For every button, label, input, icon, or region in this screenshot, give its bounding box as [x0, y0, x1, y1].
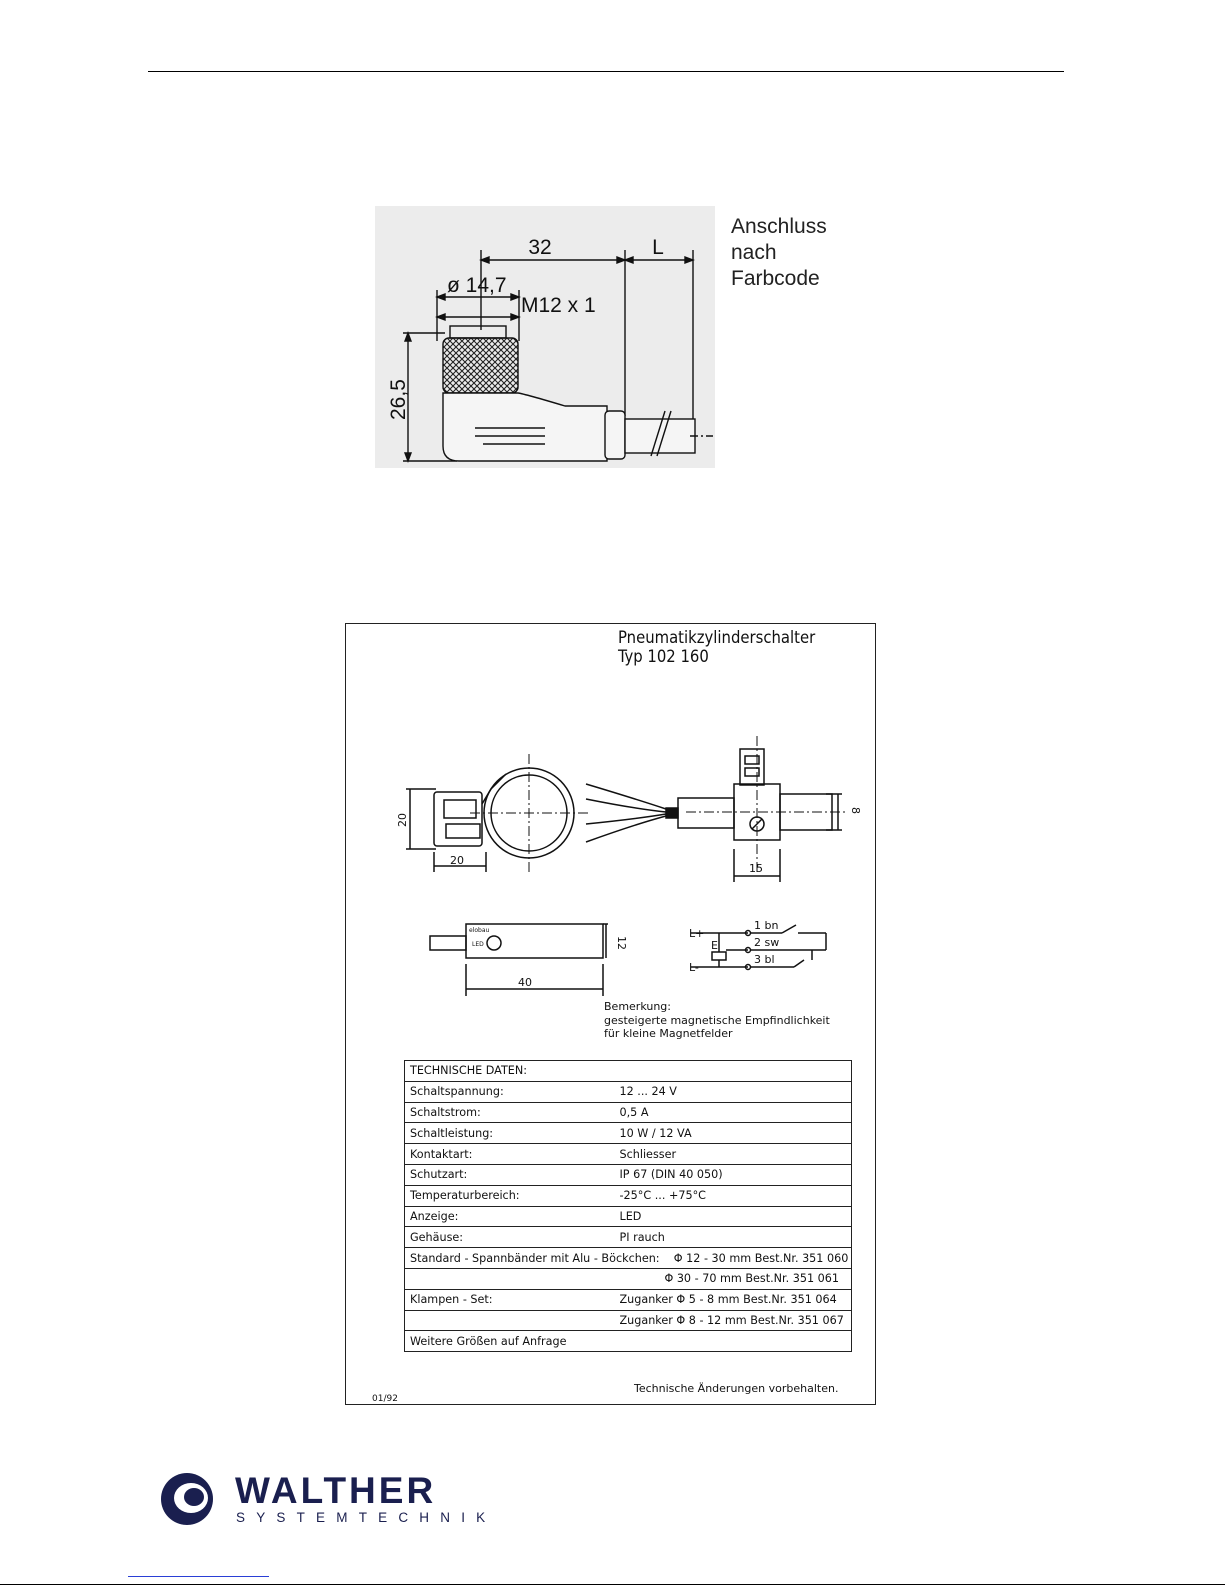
dim-thread-label: M12 x 1	[521, 294, 596, 317]
wiring-e: E	[711, 939, 718, 952]
table-row	[405, 1289, 852, 1310]
spec-value: PI rauch	[615, 1227, 852, 1248]
more-sizes: Weitere Größen auf Anfrage	[405, 1331, 852, 1352]
table-header: TECHNISCHE DATEN:	[405, 1061, 852, 1082]
remark-block	[604, 1000, 830, 1041]
sheet-date: 01/92	[372, 1394, 398, 1404]
spec-key: Gehäuse:	[405, 1227, 615, 1248]
table-row	[405, 1081, 852, 1102]
spec-value: 12 ... 24 V	[615, 1081, 852, 1102]
dim-sensor-height: 12	[615, 936, 628, 950]
dim-diameter-label: ø 14,7	[447, 274, 507, 297]
spec-key: Kontaktart:	[405, 1144, 615, 1165]
table-row	[405, 1185, 852, 1206]
dim-height-label: 26,5	[387, 379, 410, 420]
table-row	[405, 1268, 852, 1289]
spec-key: Schutzart:	[405, 1164, 615, 1185]
connection-note-line: Farbcode	[731, 267, 820, 290]
title-line-1: Pneumatikzylinderschalter	[618, 628, 816, 647]
table-row	[405, 1248, 852, 1269]
dim-block-width: 15	[749, 862, 763, 875]
tech-data-table	[404, 1060, 852, 1352]
table-row	[405, 1331, 852, 1352]
dim-length-label: 32	[528, 236, 552, 259]
remark-line: gesteigerte magnetische Empfindlichkeit	[604, 1013, 830, 1027]
clamp-option-2: Zuganker Φ 8 - 12 mm Best.Nr. 351 067	[615, 1310, 852, 1331]
band-option-1: Φ 12 - 30 mm Best.Nr. 351 060	[673, 1251, 849, 1265]
connection-note	[731, 214, 827, 292]
wiring-wire2: 2 sw	[754, 936, 780, 949]
logo-subtitle: SYSTEMTECHNIK	[236, 1510, 497, 1525]
spec-value: 10 W / 12 VA	[615, 1123, 852, 1144]
wiring-l-minus: L-	[689, 961, 699, 974]
dim-clamp-height: 20	[396, 813, 409, 827]
table-row	[405, 1227, 852, 1248]
title-line-2: Typ 102 160	[618, 647, 709, 666]
table-row	[405, 1206, 852, 1227]
spec-value: IP 67 (DIN 40 050)	[615, 1164, 852, 1185]
wiring-l-plus: L+	[689, 927, 705, 940]
logo-wordmark: WALTHER	[235, 1470, 437, 1511]
spec-key: Schaltstrom:	[405, 1102, 615, 1123]
band-option-2: Φ 30 - 70 mm Best.Nr. 351 061	[615, 1268, 852, 1289]
walther-logo-icon	[157, 1468, 221, 1530]
wiring-wire1: 1 bn	[754, 919, 779, 932]
spec-key: Temperaturbereich:	[405, 1185, 615, 1206]
dim-tube-dia: 8	[849, 807, 862, 814]
spec-value: -25°C ... +75°C	[615, 1185, 852, 1206]
page-title	[618, 628, 815, 666]
table-row	[405, 1310, 852, 1331]
spec-value: Schliesser	[615, 1144, 852, 1165]
band-label: Standard - Spannbänder mit Alu - Böckchen:	[410, 1251, 660, 1265]
remark-line: für kleine Magnetfelder	[604, 1027, 733, 1040]
table-row	[405, 1102, 852, 1123]
clamp-option-1: Zuganker Φ 5 - 8 mm Best.Nr. 351 064	[615, 1289, 852, 1310]
table-row	[405, 1144, 852, 1165]
spec-key: Anzeige:	[405, 1206, 615, 1227]
footer-link-underline[interactable]	[128, 1576, 269, 1577]
sensor-brand-label: elobau	[469, 927, 490, 934]
spec-key: Schaltleistung:	[405, 1123, 615, 1144]
dim-clamp-width: 20	[450, 854, 464, 867]
connection-note-line: Anschluss	[731, 215, 827, 238]
clamp-label: Klampen - Set:	[405, 1289, 615, 1310]
wiring-wire3: 3 bl	[754, 953, 775, 966]
dim-cable-label: L	[652, 236, 664, 259]
connector-drawing	[375, 206, 715, 468]
sensor-led-label: LED	[472, 941, 484, 948]
table-row	[405, 1123, 852, 1144]
connection-note-line: nach	[731, 241, 777, 264]
table-row	[405, 1061, 852, 1082]
dim-sensor-length: 40	[518, 976, 532, 989]
footnote: Technische Änderungen vorbehalten.	[634, 1382, 839, 1395]
spec-value: 0,5 A	[615, 1102, 852, 1123]
header-rule	[148, 71, 1064, 72]
spec-value: LED	[615, 1206, 852, 1227]
table-row	[405, 1164, 852, 1185]
remark-line: Bemerkung:	[604, 1000, 671, 1013]
spec-key: Schaltspannung:	[405, 1081, 615, 1102]
